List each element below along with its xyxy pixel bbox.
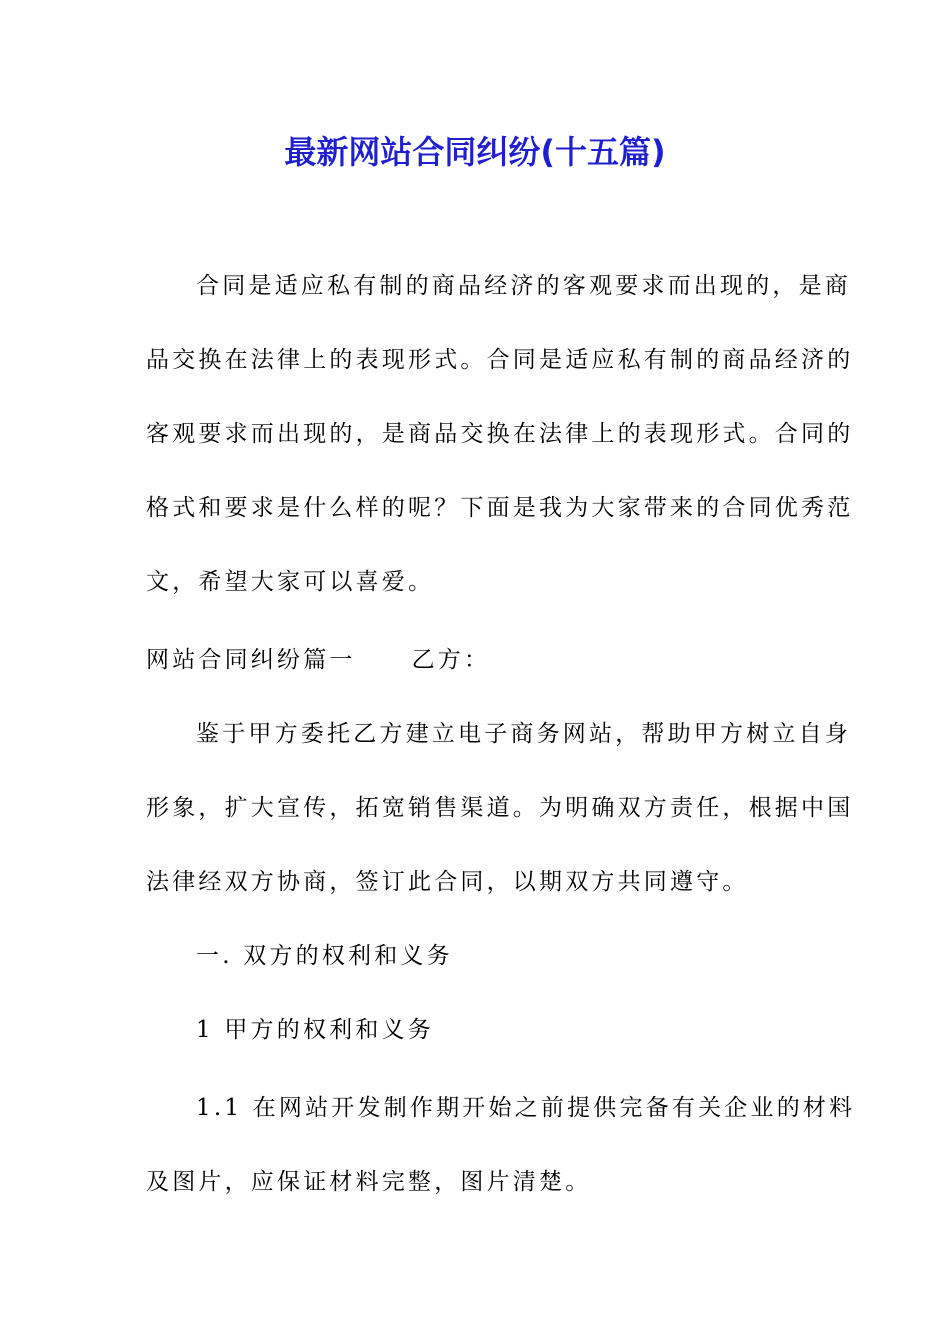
section-heading: 网站合同纠纷篇一 [146,647,356,673]
intro-line: 品交换在法律上的表现形式。合同是适应私有制的商品经济的 [146,347,854,373]
clause-1-heading: 一. 双方的权利和义务 [196,943,453,969]
clause-headings [146,919,806,1067]
purpose-paragraph [146,697,854,919]
document-title: 最新网站合同纠纷(十五篇) [284,133,666,171]
clause-1-1-1-paragraph [146,1071,856,1219]
intro-line: 客观要求而出现的，是商品交换在法律上的表现形式。合同的 [146,421,854,447]
clause-1-1-heading: 1 甲方的权利和义务 [196,1017,434,1043]
party-b-label: 乙方： [411,647,491,673]
intro-line: 合同是适应私有制的商品经济的客观要求而出现的，是商 [196,273,851,299]
purpose-line: 形象，扩大宣传，拓宽销售渠道。为明确双方责任，根据中国 [146,795,854,821]
section-heading-line [146,623,806,697]
purpose-line: 法律经双方协商，签订此合同，以期双方共同遵守。 [146,869,749,895]
intro-paragraph [146,249,854,619]
intro-line: 文，希望大家可以喜爱。 [146,569,435,595]
clause-line: 及图片，应保证材料完整，图片清楚。 [146,1169,592,1195]
purpose-line: 鉴于甲方委托乙方建立电子商务网站，帮助甲方树立自身 [196,721,851,747]
intro-line: 格式和要求是什么样的呢？下面是我为大家带来的合同优秀范 [146,495,854,521]
section-heading-row [146,623,806,697]
clause-line: 1.1 在网站开发制作期开始之前提供完备有关企业的材料 [196,1095,856,1121]
